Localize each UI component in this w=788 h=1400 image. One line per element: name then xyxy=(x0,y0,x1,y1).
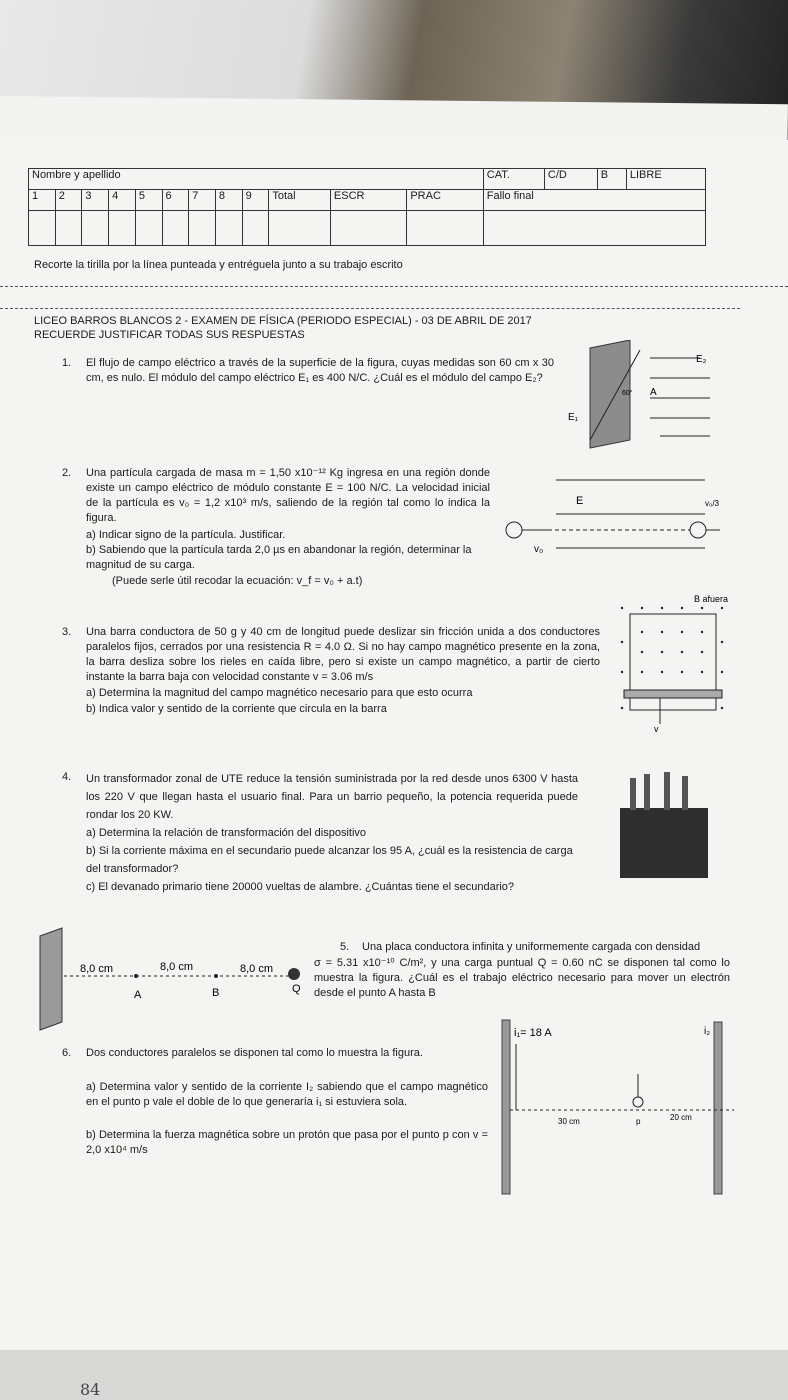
col-total: Total xyxy=(269,190,331,211)
col-prac: PRAC xyxy=(407,190,483,211)
col-2: 2 xyxy=(55,190,82,211)
q3-part-b: b) Indica valor y sentido de la corriente que circula en la barra xyxy=(86,703,387,715)
q1-fig-e2: E₂ xyxy=(696,354,707,365)
q4-transformer-body xyxy=(620,808,708,878)
b-label: B xyxy=(600,169,609,181)
col-1: 1 xyxy=(29,190,56,211)
q5-label-q: Q xyxy=(292,983,301,995)
score-cell[interactable] xyxy=(242,211,269,246)
q4-insulator xyxy=(664,772,670,810)
q4-text: Un transformador zonal de UTE reduce la tensión suministrada por la red desde unos 6300 V hasta los 220 V que llegan hasta el usuario final. Para un barrio pequeño, la potencia requerida puede rondar los 20 KW. xyxy=(86,773,578,821)
col-escr: ESCR xyxy=(330,190,406,211)
q3-part-a: a) Determina la magnitud del campo magnético necesario para que esto ocurra xyxy=(86,687,473,699)
q2-fig-e: E xyxy=(576,495,584,507)
col-9: 9 xyxy=(242,190,269,211)
score-cell[interactable] xyxy=(269,211,331,246)
nombre-label: Nombre y apellido xyxy=(32,169,121,181)
background-bottom xyxy=(0,1350,788,1400)
q2-fig-v0-3: v₀/3 xyxy=(705,499,719,508)
q3-fig-b: B afuera xyxy=(694,594,729,604)
score-cell[interactable] xyxy=(330,211,406,246)
libre-cell xyxy=(626,169,705,190)
q5-label-a: A xyxy=(134,989,142,1001)
q6-conductor-1 xyxy=(502,1020,510,1194)
q4-transformer-image xyxy=(618,770,710,882)
score-cell[interactable] xyxy=(215,211,242,246)
q1-fig-a: A xyxy=(650,387,657,398)
q2-text: Una partícula cargada de masa m = 1,50 x10⁻¹² Kg ingresa en una región donde existe un campo eléctrico de módulo constante E = 100 N/C. La velocidad inicial de la partícula es v₀ = 1,2 x10³ m/s, saliendo de la región tal como lo indica la figura. xyxy=(86,467,490,524)
q5-d2: 8,0 cm xyxy=(160,961,194,973)
q5-d1: 8,0 cm xyxy=(80,963,114,975)
q1-number: 1. xyxy=(62,357,72,369)
q5-figure xyxy=(36,926,336,1032)
col-4: 4 xyxy=(109,190,136,211)
q2-hint: (Puede serle útil recodar la ecuación: v_f = v₀ + a.t) xyxy=(112,575,363,587)
q3-number: 3. xyxy=(62,626,72,638)
q1-fig-e1: E₁ xyxy=(568,412,579,423)
q6-fig-i1: i₁= 18 A xyxy=(514,1027,552,1039)
q5-label-b: B xyxy=(212,987,220,999)
q4-part-b: b) Si la corriente máxima en el secundario puede alcanzar los 95 A, ¿cuál es la resistencia de carga del transformador? xyxy=(86,845,573,875)
q2-particle-in xyxy=(506,522,522,538)
q1-figure xyxy=(560,340,720,450)
q6-part-a: a) Determina valor y sentido de la corriente I₂ sabiendo que el campo magnético en el punto p vale el doble de lo que generaría i₁ si estuviera sola. xyxy=(86,1081,488,1108)
q6-fig-p: p xyxy=(636,1117,641,1126)
q6-fig-20: 20 cm xyxy=(670,1113,692,1122)
q4-insulator xyxy=(630,778,636,810)
q4-number: 4. xyxy=(62,771,72,783)
q3-bar xyxy=(624,690,722,698)
q6-proton xyxy=(633,1097,643,1107)
cut-line-2 xyxy=(0,308,740,309)
q6-part-b: b) Determina la fuerza magnética sobre un protón que pasa por el punto p con v = 2,0 x10⁴ m/s xyxy=(86,1129,488,1156)
q2-number: 2. xyxy=(62,467,72,479)
q6-text: Dos conductores paralelos se disponen tal como lo muestra la figura. xyxy=(86,1047,423,1059)
col-6: 6 xyxy=(162,190,189,211)
cat-label: CAT. xyxy=(486,169,510,181)
col-7: 7 xyxy=(189,190,216,211)
fallo-value-cell[interactable] xyxy=(483,211,705,246)
q1-text: El flujo de campo eléctrico a través de la superficie de la figura, cuyas medidas son 60 cm x 30 cm, es nulo. El módulo del campo eléctrico E₁ es 400 N/C. ¿Cuál es el módulo del campo E₂? xyxy=(86,357,554,384)
cut-note: Recorte la tirilla por la línea punteada y entréguela junto a su trabajo escrito xyxy=(34,259,403,271)
q6-fig-i2: i₂ xyxy=(704,1026,711,1037)
q5-charge-q xyxy=(288,968,300,980)
q5-text-2: σ = 5.31 x10⁻¹⁰ C/m², y una carga puntual Q = 0.60 nC se disponen tal como lo muestra la figura. ¿Cuál es el trabajo eléctrico necesario para mover un electrón desde el punto A hasta B xyxy=(314,957,730,999)
score-cell[interactable] xyxy=(407,211,483,246)
col-8: 8 xyxy=(215,190,242,211)
q5-number: 5. xyxy=(340,941,350,953)
b-cell xyxy=(597,169,626,190)
q6-fig-30: 30 cm xyxy=(558,1117,580,1126)
q5-point-a xyxy=(134,974,138,978)
cd-cell xyxy=(544,169,597,190)
score-cell[interactable] xyxy=(82,211,109,246)
q5-d3: 8,0 cm xyxy=(240,963,274,975)
score-cell[interactable] xyxy=(189,211,216,246)
exam-title: LICEO BARROS BLANCOS 2 - EXAMEN DE FÍSICA (PERIODO ESPECIAL) - 03 DE ABRIL DE 2017 xyxy=(34,315,532,327)
score-cell[interactable] xyxy=(135,211,162,246)
q5-plate xyxy=(40,928,62,1030)
cut-line xyxy=(0,286,788,287)
exam-subtitle: RECUERDE JUSTIFICAR TODAS SUS RESPUESTAS xyxy=(34,329,305,341)
q3-figure xyxy=(612,592,762,738)
q4-part-a: a) Determina la relación de transformación del dispositivo xyxy=(86,827,367,839)
score-cell[interactable] xyxy=(29,211,56,246)
q6-conductor-2 xyxy=(714,1022,722,1194)
score-cell[interactable] xyxy=(109,211,136,246)
handwriting: 84 xyxy=(80,1380,101,1399)
q2-part-a: a) Indicar signo de la partícula. Justificar. xyxy=(86,529,286,541)
nombre-cell xyxy=(29,169,484,190)
fallo-cell: Fallo final xyxy=(483,190,705,211)
q6-figure xyxy=(496,1014,736,1198)
header-table xyxy=(28,168,706,246)
cd-label: C/D xyxy=(547,169,567,181)
q4-part-c: c) El devanado primario tiene 20000 vueltas de alambre. ¿Cuántas tiene el secundario? xyxy=(86,881,515,893)
cat-cell xyxy=(483,169,544,190)
score-cell[interactable] xyxy=(55,211,82,246)
q5-text-1: Una placa conductora infinita y uniformemente cargada con densidad xyxy=(362,941,701,953)
q2-fig-v0: v₀ xyxy=(534,544,544,555)
score-cell[interactable] xyxy=(162,211,189,246)
q4-insulator xyxy=(644,774,650,810)
q1-fig-angle: 60° xyxy=(622,390,633,397)
q4-insulator xyxy=(682,776,688,810)
q5-point-b xyxy=(214,974,218,978)
col-3: 3 xyxy=(82,190,109,211)
col-5: 5 xyxy=(135,190,162,211)
q2-figure xyxy=(500,470,740,562)
q2-particle-out xyxy=(690,522,706,538)
q3-text: Una barra conductora de 50 g y 40 cm de longitud puede deslizar sin fricción unida a dos conductores paralelos fijos, cerrados por una resistencia R = 4.0 Ω. Si no hay campo magnético presente en la zona, la barra desliza sobre los rieles en caída libre, pero si existe un campo magnético, a partir de cierto instante la barra baja con velocidad constante v = 3.06 m/s xyxy=(86,626,600,683)
libre-label: LIBRE xyxy=(629,169,662,181)
q6-number: 6. xyxy=(62,1047,72,1059)
q3-fig-v: v xyxy=(654,724,659,734)
q2-part-b: b) Sabiendo que la partícula tarda 2,0 µs en abandonar la región, determinar la magnitud de su carga. xyxy=(86,544,472,571)
